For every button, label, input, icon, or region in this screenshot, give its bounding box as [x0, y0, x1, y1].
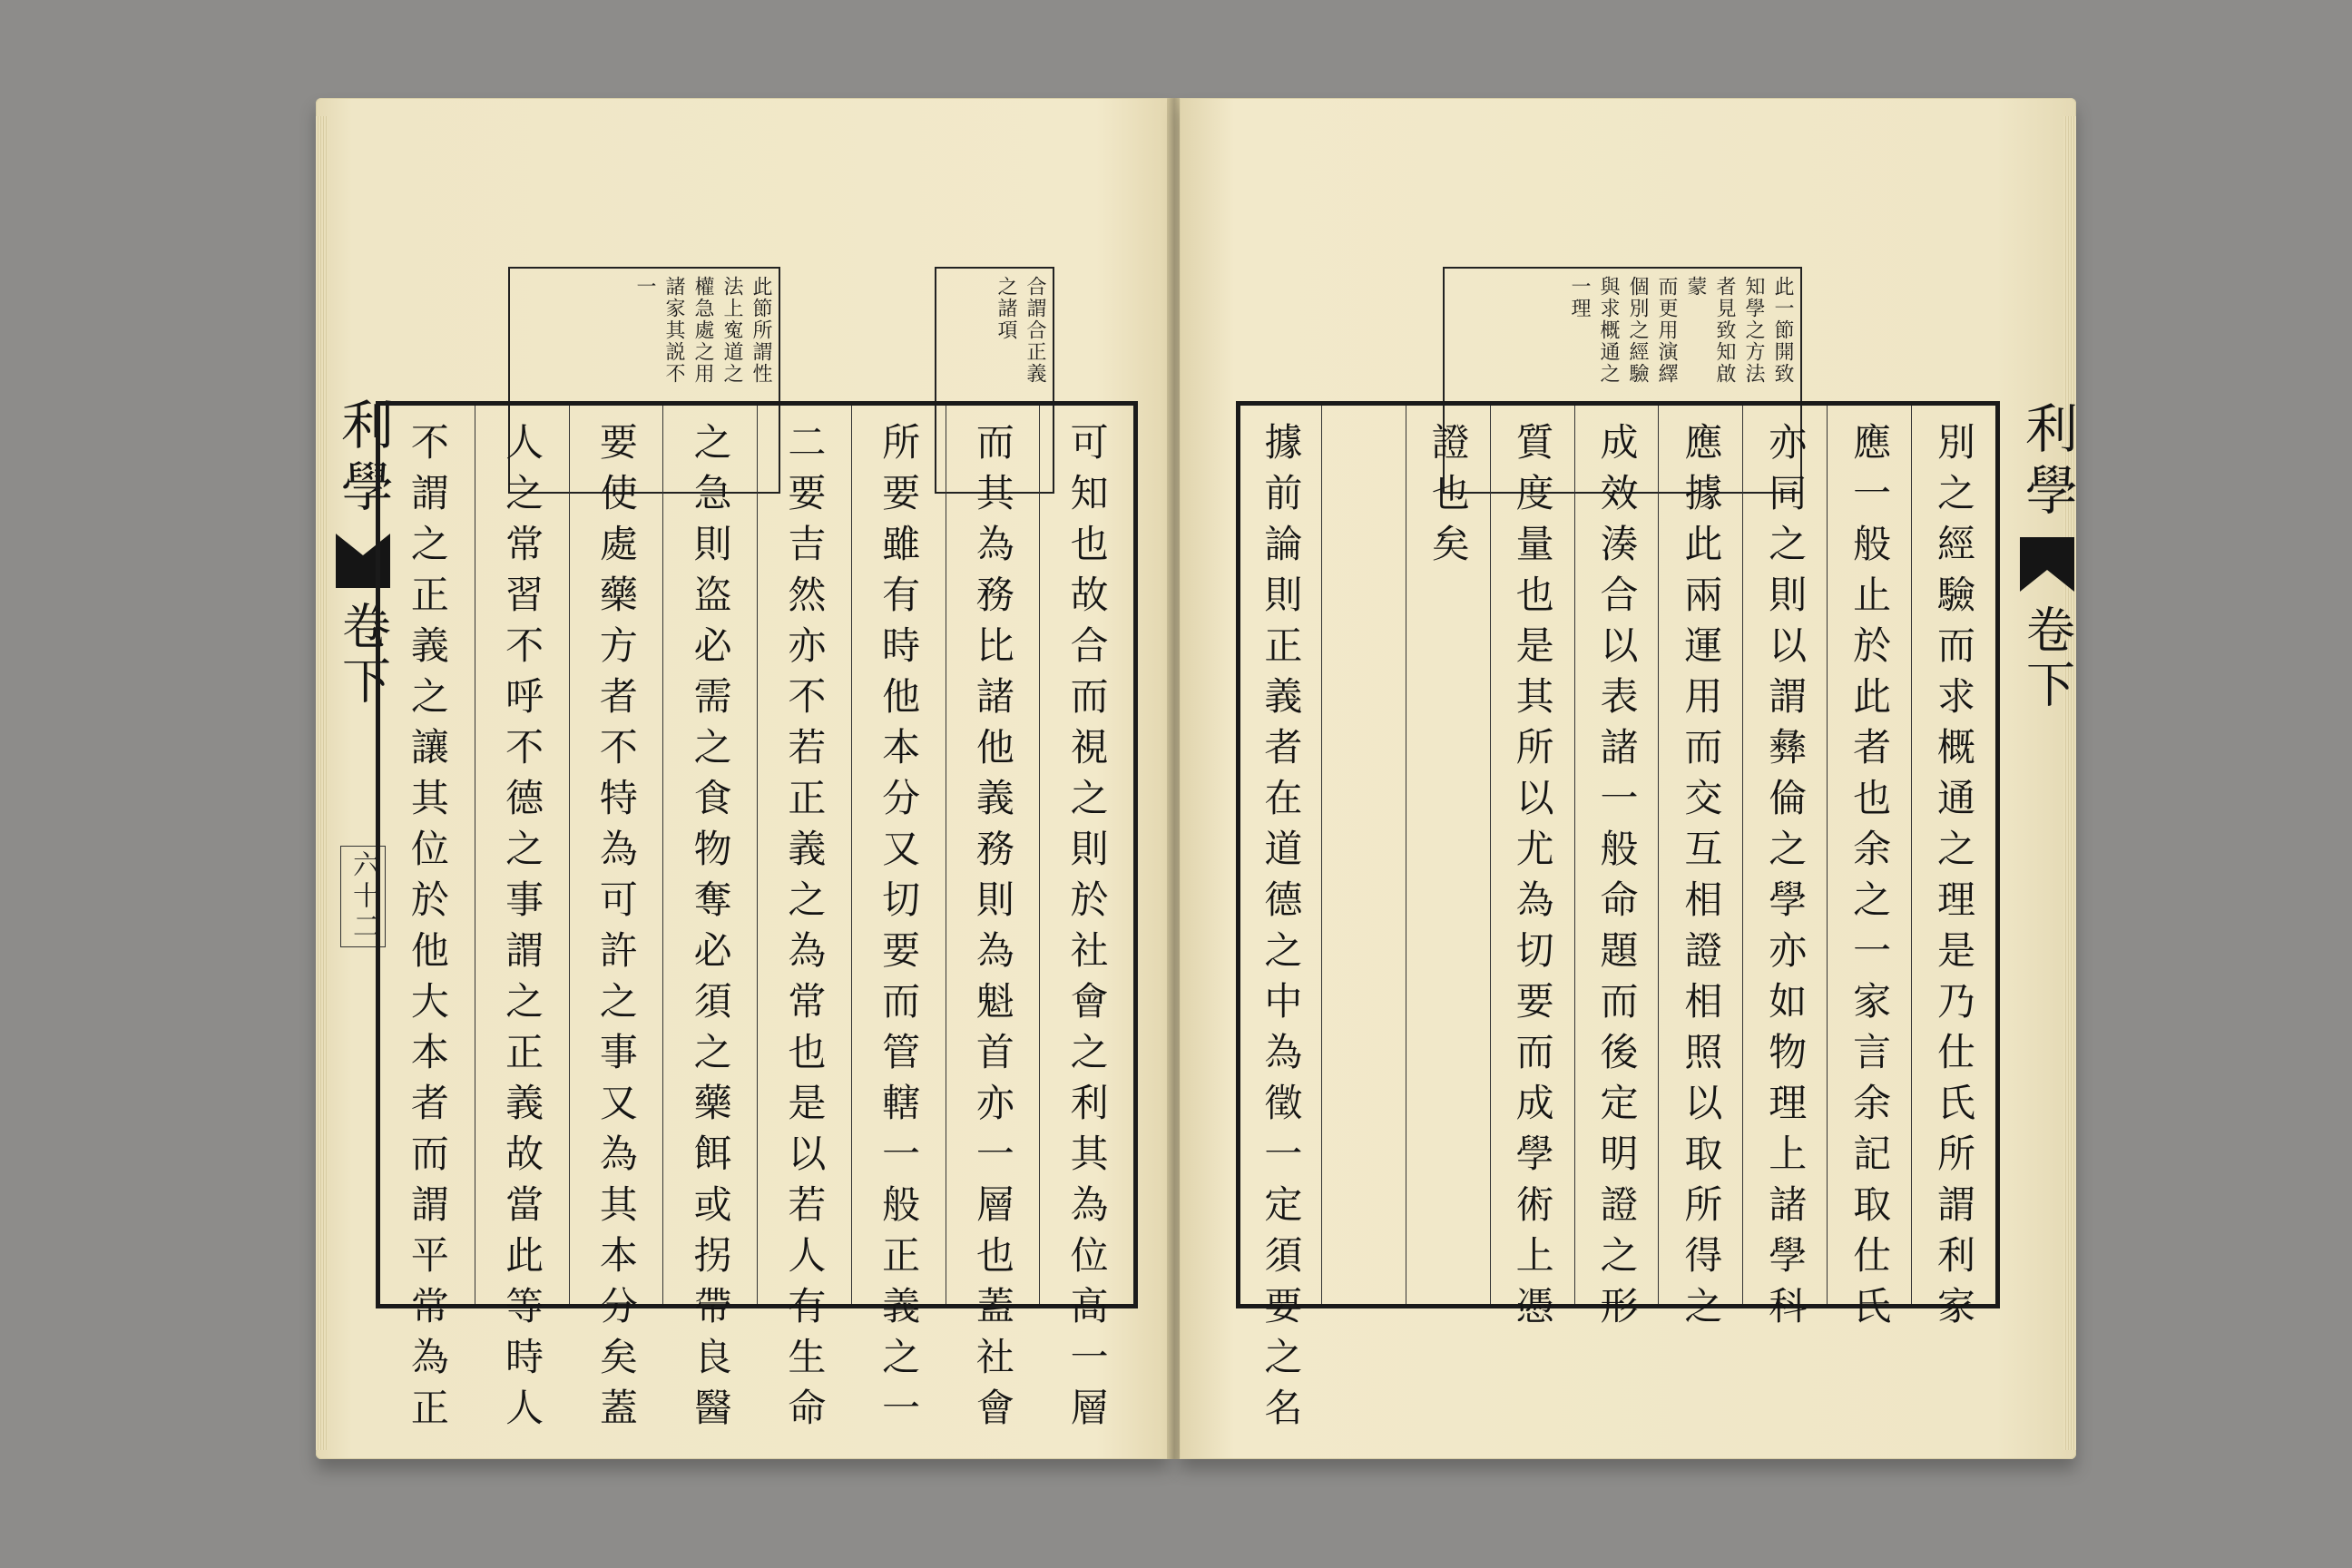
- text-column: [1406, 406, 1490, 1304]
- text-column: [851, 406, 946, 1438]
- note-line: 與求概通之: [1597, 276, 1620, 385]
- note-line: 此節所謂性: [750, 276, 772, 385]
- text-frame-left: [376, 401, 1138, 1438]
- column-text: 別之經驗而求概通之理是乃仕氏所謂利家: [1932, 422, 1977, 1337]
- column-text: 證也矣: [1426, 422, 1471, 574]
- text-column: [569, 406, 663, 1438]
- note-line: 而更用演繹: [1655, 276, 1678, 385]
- column-text: 據前論則正義者在道德之中為徵一定須要之名: [1259, 422, 1304, 1438]
- left-page: [316, 98, 1169, 1459]
- text-column: [662, 406, 757, 1438]
- text-frame-right: [1236, 401, 2000, 1438]
- text-column: [1240, 406, 1321, 1438]
- text-column: [1827, 406, 1911, 1337]
- note-line: 者見致知啟: [1713, 276, 1736, 385]
- fishtail-mark-icon: [2020, 537, 2074, 592]
- text-column: [380, 406, 475, 1438]
- note-line: 個別之經驗: [1626, 276, 1649, 385]
- text-column: [475, 406, 569, 1438]
- book-title: 利學: [332, 397, 394, 521]
- column-text: 而其為務比諸他義務則為魁首亦一層也蓋社會: [970, 422, 1015, 1438]
- text-column: [757, 406, 851, 1438]
- column-text: 不謂之正義之讓其位於他大本者而謂平常為正: [405, 422, 450, 1438]
- column-text: 亦同之則以謂彝倫之學亦如物理上諸學科: [1763, 422, 1808, 1337]
- text-column: [1658, 406, 1742, 1337]
- column-text: 人之常習不呼不德之事謂之正義故當此等時人: [500, 422, 545, 1438]
- right-spine-label: [2009, 401, 2085, 713]
- volume-label: 卷下: [2018, 604, 2076, 713]
- column-text: 應據此兩運用而交互相證相照以取所得之: [1679, 422, 1724, 1337]
- note-line: 之諸項: [995, 276, 1017, 341]
- note-line: 諸家其説不: [662, 276, 685, 385]
- note-line: 法上寃道之: [720, 276, 743, 385]
- column-text: 二要吉然亦不若正義之為常也是以若人有生命: [782, 422, 828, 1438]
- text-column: [1039, 406, 1133, 1438]
- right-page-edges: [2063, 116, 2076, 1450]
- text-column: [1911, 406, 1995, 1337]
- folio-number: 六十二: [340, 846, 386, 947]
- text-column: [1321, 406, 1406, 1304]
- text-column: [1574, 406, 1659, 1337]
- note-line: 一: [633, 276, 656, 298]
- note-line: 一理: [1568, 276, 1591, 319]
- column-text: 應一般止於此者也余之一家言余記取仕氏: [1847, 422, 1893, 1337]
- volume-label: 卷下: [334, 601, 392, 710]
- note-line: 此一節開致: [1771, 276, 1794, 385]
- column-text: 要使處藥方者不特為可許之事又為其本分矣蓋: [593, 422, 639, 1438]
- text-column: [1742, 406, 1827, 1337]
- open-book: [316, 98, 2076, 1477]
- column-text: 之急則盗必需之食物奪必須之藥餌或拐帶良醫: [688, 422, 733, 1438]
- text-column: [946, 406, 1040, 1438]
- text-column: [1490, 406, 1574, 1337]
- note-line: 合謂合正義: [1024, 276, 1046, 385]
- note-line: 權急處之用: [691, 276, 714, 385]
- book-title: 利學: [2016, 401, 2078, 524]
- column-text: 可知也故合而視之則於社會之利其為位高一層: [1064, 422, 1110, 1438]
- right-page: [1180, 98, 2076, 1459]
- note-line: 知學之方法: [1742, 276, 1765, 385]
- note-line: 蒙: [1684, 276, 1707, 298]
- column-text: 所要雖有時他本分又切要而管轄一般正義之一: [877, 422, 922, 1438]
- column-text: 質度量也是其所以尤為切要而成學術上憑: [1510, 422, 1555, 1337]
- column-text: 成效湊合以表諸一般命題而後定明證之形: [1594, 422, 1640, 1337]
